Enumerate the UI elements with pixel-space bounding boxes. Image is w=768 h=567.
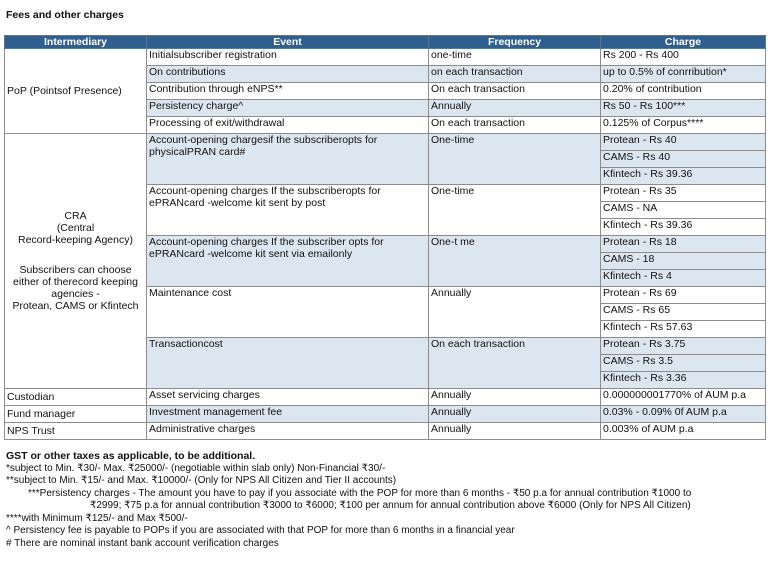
charge-cell: 0.03% - 0.09% 0f AUM p.a: [601, 406, 766, 423]
charge-cell: Protean - Rs 18: [601, 236, 766, 253]
charge-cell: CAMS - Rs 40: [601, 151, 766, 168]
intermediary-pop: PoP (Pointsof Presence): [5, 49, 147, 134]
event-cell: Asset servicing charges: [147, 389, 429, 406]
footnote: **subject to Min. ₹15/- and Max. ₹10000/- (Only for NPS All Citizen and Tier II accounts): [6, 475, 397, 486]
page-title: Fees and other charges: [6, 9, 124, 21]
charge-cell: Kfintech - Rs 39.36: [601, 219, 766, 236]
event-cell: On contributions: [147, 66, 429, 83]
frequency-cell: Annually: [429, 389, 601, 406]
event-cell: Processing of exit/withdrawal: [147, 117, 429, 134]
footnote: ****with Minimum ₹125/- and Max ₹500/-: [6, 512, 188, 524]
frequency-cell: On each transaction: [429, 83, 601, 100]
intermediary-fund-manager: Fund manager: [5, 406, 147, 423]
charge-cell: Protean - Rs 35: [601, 185, 766, 202]
frequency-cell: Annually: [429, 287, 601, 338]
frequency-cell: Annually: [429, 423, 601, 440]
charge-cell: Kfintech - Rs 39.36: [601, 168, 766, 185]
header-charge: Charge: [601, 36, 766, 49]
footnote: ^ Persistency fee is payable to POPs if you are associated with that POP for more than 6 months in a financial year: [6, 525, 515, 536]
frequency-cell: On each transaction: [429, 338, 601, 389]
frequency-cell: One-t me: [429, 236, 601, 287]
footnote: # There are nominal instant bank account verification charges: [6, 537, 279, 549]
event-cell: Contribution through eNPS**: [147, 83, 429, 100]
table-row: [5, 134, 766, 151]
footnotes: [6, 450, 766, 550]
intermediary-custodian: Custodian: [5, 389, 147, 406]
event-cell: Account-opening chargesif the subscriberopts for physicalPRAN card#: [147, 134, 429, 185]
charge-cell: Protean - Rs 3.75: [601, 338, 766, 355]
event-cell: Initialsubscriber registration: [147, 49, 429, 66]
charge-cell: Rs 50 - Rs 100***: [601, 100, 766, 117]
event-cell: Investment management fee: [147, 406, 429, 423]
charge-cell: Kfintech - Rs 57.63: [601, 321, 766, 338]
gst-note: GST or other taxes as applicable, to be additional.: [6, 450, 256, 462]
header-frequency: Frequency: [429, 36, 601, 49]
frequency-cell: Annually: [429, 406, 601, 423]
charge-cell: Kfintech - Rs 3.36: [601, 372, 766, 389]
charge-cell: CAMS - 18: [601, 253, 766, 270]
frequency-cell: One-time: [429, 185, 601, 236]
footnote: ***Persistency charges - The amount you have to pay if you associate with the POP for more than 6 months - ₹50 p.a for annual contribution ₹1000 to: [28, 487, 692, 499]
table-header-row: [5, 36, 766, 49]
fees-table: [4, 35, 766, 440]
event-cell: Administrative charges: [147, 423, 429, 440]
cra-note: Subscribers can choose either of therecord keeping agencies - Protean, CAMS or Kfintech: [12, 264, 139, 312]
frequency-cell: Annually: [429, 100, 601, 117]
charge-cell: Rs 200 - Rs 400: [601, 49, 766, 66]
intermediary-nps-trust: NPS Trust: [5, 423, 147, 440]
charge-cell: 0.000000001770% of AUM p.a: [601, 389, 766, 406]
charge-cell: 0.20% of contribution: [601, 83, 766, 100]
table-row: [5, 389, 766, 406]
table-row: [5, 49, 766, 66]
intermediary-cra: [5, 134, 147, 389]
footnote: ₹2999; ₹75 p.a for annual contribution ₹3000 to ₹6000; ₹100 per annum for annual contribution above ₹6000 (Only for NPS All Citizen): [90, 500, 691, 511]
table-row: [5, 423, 766, 440]
charge-cell: CAMS - Rs 3.5: [601, 355, 766, 372]
event-cell: Account-opening charges If the subscriber opts for ePRANcard -welcome kit sent via emailonly: [147, 236, 429, 287]
frequency-cell: On each transaction: [429, 117, 601, 134]
charge-cell: Protean - Rs 40: [601, 134, 766, 151]
event-cell: Maintenance cost: [147, 287, 429, 338]
charge-cell: up to 0.5% of conrribution*: [601, 66, 766, 83]
header-event: Event: [147, 36, 429, 49]
charge-cell: Protean - Rs 69: [601, 287, 766, 304]
frequency-cell: one-time: [429, 49, 601, 66]
frequency-cell: One-time: [429, 134, 601, 185]
charge-cell: CAMS - Rs 65: [601, 304, 766, 321]
cra-name: CRA (Central Record-keeping Agency): [18, 210, 133, 246]
footnote: *subject to Min. ₹30/- Max. ₹25000/- (negotiable within slab only) Non-Financial ₹30/-: [6, 462, 386, 474]
table-row: [5, 406, 766, 423]
frequency-cell: on each transaction: [429, 66, 601, 83]
event-cell: Persistency charge^: [147, 100, 429, 117]
event-cell: Account-opening charges If the subscriberopts for ePRANcard -welcome kit sent by post: [147, 185, 429, 236]
charge-cell: 0.003% of AUM p.a: [601, 423, 766, 440]
charge-cell: CAMS - NA: [601, 202, 766, 219]
charge-cell: 0.125% of Corpus****: [601, 117, 766, 134]
charge-cell: Kfintech - Rs 4: [601, 270, 766, 287]
event-cell: Transactioncost: [147, 338, 429, 389]
header-intermediary: Intermediary: [5, 36, 147, 49]
